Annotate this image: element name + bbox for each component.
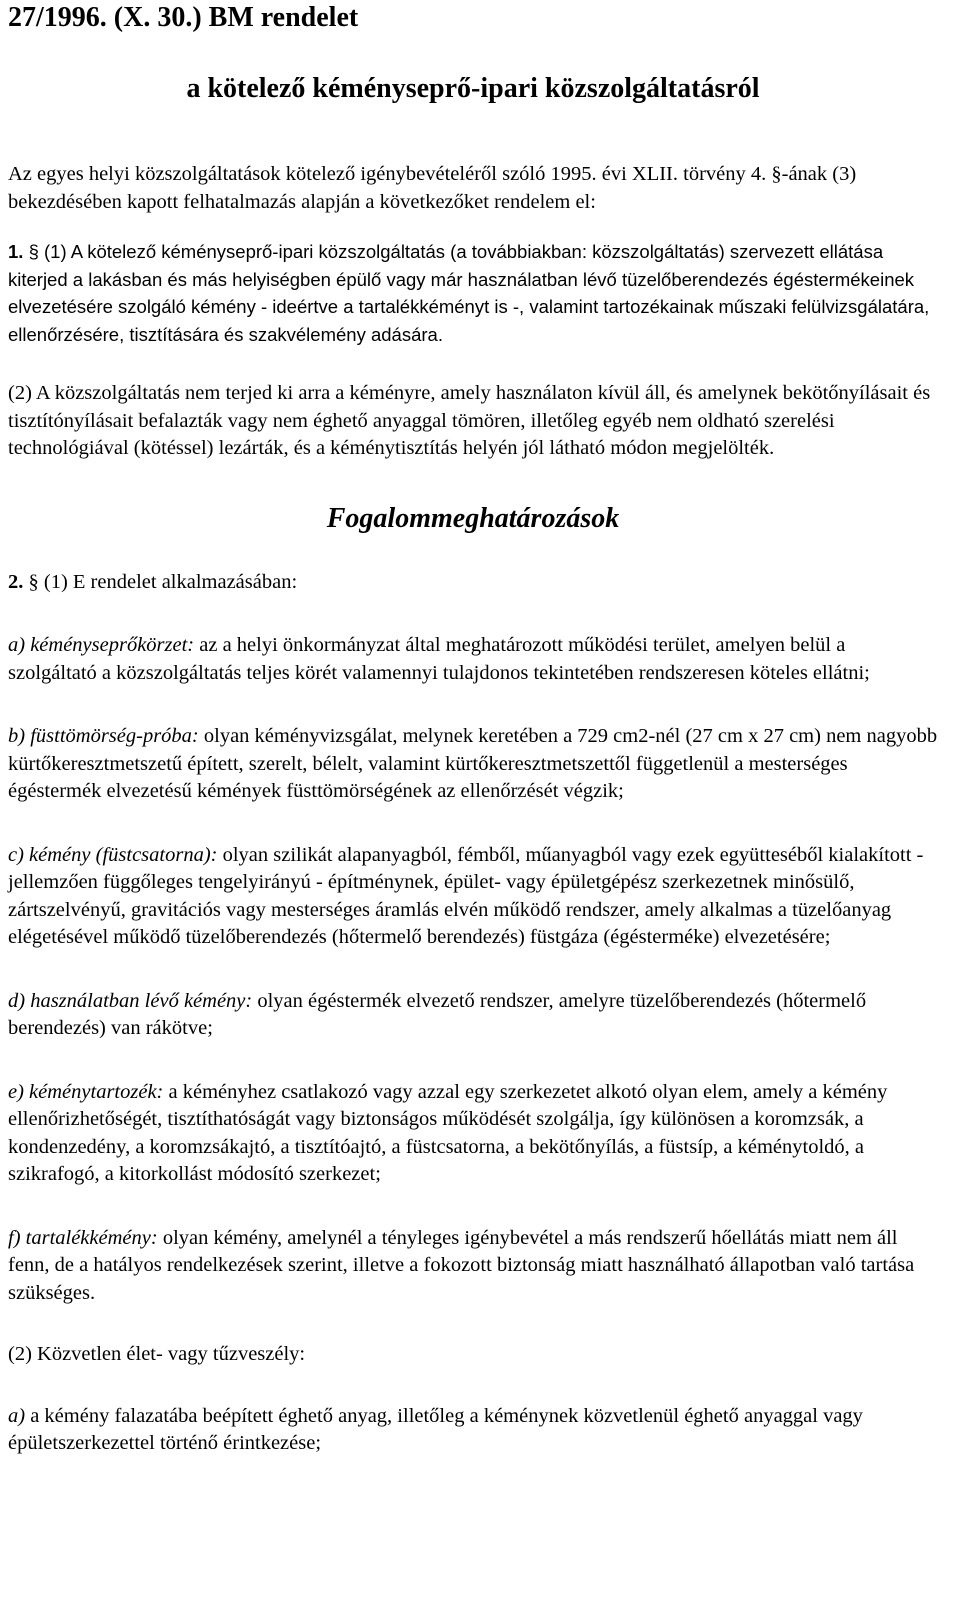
section-2-paragraph-1-text: (1) E rendelet alkalmazásában:	[43, 570, 298, 593]
document-title: a kötelező kéményseprő-ipari közszolgáltatásról	[186, 73, 760, 104]
section-heading-definitions: Fogalommeghatározások	[326, 502, 620, 534]
definition-item	[8, 842, 938, 952]
section-1-paragraph-1	[8, 238, 938, 348]
definition-term: e) kéménytartozék:	[8, 1080, 164, 1103]
definition-item	[8, 1225, 938, 1308]
danger-item-term: a)	[8, 1404, 26, 1427]
section-2-paragraph-1	[8, 569, 938, 597]
definition-text: olyan kémény, amelynél a tényleges igénybevétel a más rendszerű hőellátás miatt nem áll fenn, de a hatályos rendelkezések szerint, illetve a fokozott biztonság miatt használható állapotban való tartása szükséges.	[8, 1226, 915, 1304]
section-2-paragraph-2: (2) Közvetlen élet- vagy tűzveszély:	[8, 1343, 306, 1365]
section-2-number: 2.	[8, 570, 24, 593]
section-symbol: §	[28, 241, 39, 262]
definition-text: olyan szilikát alapanyagból, fémből, műanyagból vagy ezek együtteséből kialakított - jellemzően függőleges tengelyirányú - építménynek, épület- vagy épületgépész szerkezetnek minősülő, zártszelvényű, gravitációs vagy mesterséges áramlás elvén működő rendszer, amely alkalmas a tüzelőanyag elégetésével működő tüzelőberendezés (hőtermelő berendezés) füstgáza (égésterméke) elvezetésére;	[8, 843, 924, 948]
definition-text: olyan kéményvizsgálat, melynek keretében a 729 cm2-nél (27 cm x 27 cm) nem nagyobb kürtőkeresztmetszetű épített, szerelt, bélelt, valamint kürtőkeresztmetszettől függetlenül a mesterséges égéstermék elvezetésű kémények füsttömörségének az ellenőrzését végzik;	[8, 725, 938, 802]
definition-term: a) kéményseprőkörzet:	[8, 634, 195, 656]
danger-item-text: a kémény falazatába beépített éghető anyag, illetőleg a kéménynek közvetlenül éghető anyaggal vagy épületszerkezettel történő érintkezése;	[8, 1404, 863, 1454]
definition-text: olyan égéstermék elvezető rendszer, amelyre tüzelőberendezés (hőtermelő berendezés) van rákötve;	[8, 989, 867, 1039]
intro-paragraph: Az egyes helyi közszolgáltatások kötelező igénybevételéről szóló 1995. évi XLII. törvény 4. §-ának (3) bekezdésében kapott felhatalmazás alapján a következőket rendelem el:	[8, 163, 857, 213]
definition-term: d) használatban lévő kémény:	[8, 989, 253, 1012]
danger-item	[8, 1403, 938, 1458]
definition-term: b) füsttömörség-próba:	[8, 725, 199, 747]
definition-item	[8, 723, 938, 806]
definition-term: f) tartalékkémény:	[8, 1226, 158, 1249]
definition-text: az a helyi önkormányzat által meghatározott működési terület, amelyen belül a szolgáltató a közszolgáltatás teljes körét valamennyi tulajdonos tekintetében rendszeresen köteles ellátni;	[8, 634, 870, 684]
document-id: 27/1996. (X. 30.) BM rendelet	[8, 2, 359, 33]
definition-term: c) kémény (füstcsatorna):	[8, 843, 218, 866]
section-1-paragraph-1-text: (1) A kötelező kéményseprő-ipari közszolgáltatás (a továbbiakban: közszolgáltatás) szervezett ellátása kiterjed a lakásban és más helyiségben épülő vagy már használatban lévő tüzelőberendezés égéstermékeinek elvezetésére szolgáló kémény - ideértve a tartalékkéményt is -, valamint tartozékainak műszaki felülvizsgálatára, ellenőrzésére, tisztítására és szakvélemény adására.	[8, 241, 930, 345]
definition-item	[8, 1079, 938, 1189]
definition-text: a kéményhez csatlakozó vagy azzal egy szerkezetet alkotó olyan elem, amely a kémény ellenőrizhetőségét, tisztíthatóságát vagy biztonságos működését szolgálja, így különösen a koromzsák, a kondenzedény, a koromzsákajtó, a tisztítóajtó, a füstcsatorna, a bekötőnyílás, a füstsíp, a kéménytoldó, a szikrafogó, a kitorkollást módosító szerkezet;	[8, 1080, 888, 1185]
definition-item	[8, 988, 938, 1043]
definition-item	[8, 632, 938, 687]
section-1-paragraph-2: (2) A közszolgáltatás nem terjed ki arra a kéményre, amely használaton kívül áll, és amelynek bekötőnyílásait és tisztítónyílásait befalazták vagy nem éghető anyaggal tömören, illetőleg egyéb nem oldható szerelési technológiával (kötéssel) lezárták, és a kéménytisztítás helyén jól látható módon megjelölték.	[8, 382, 931, 459]
section-symbol: §	[28, 570, 39, 593]
section-1-number: 1.	[8, 241, 24, 262]
